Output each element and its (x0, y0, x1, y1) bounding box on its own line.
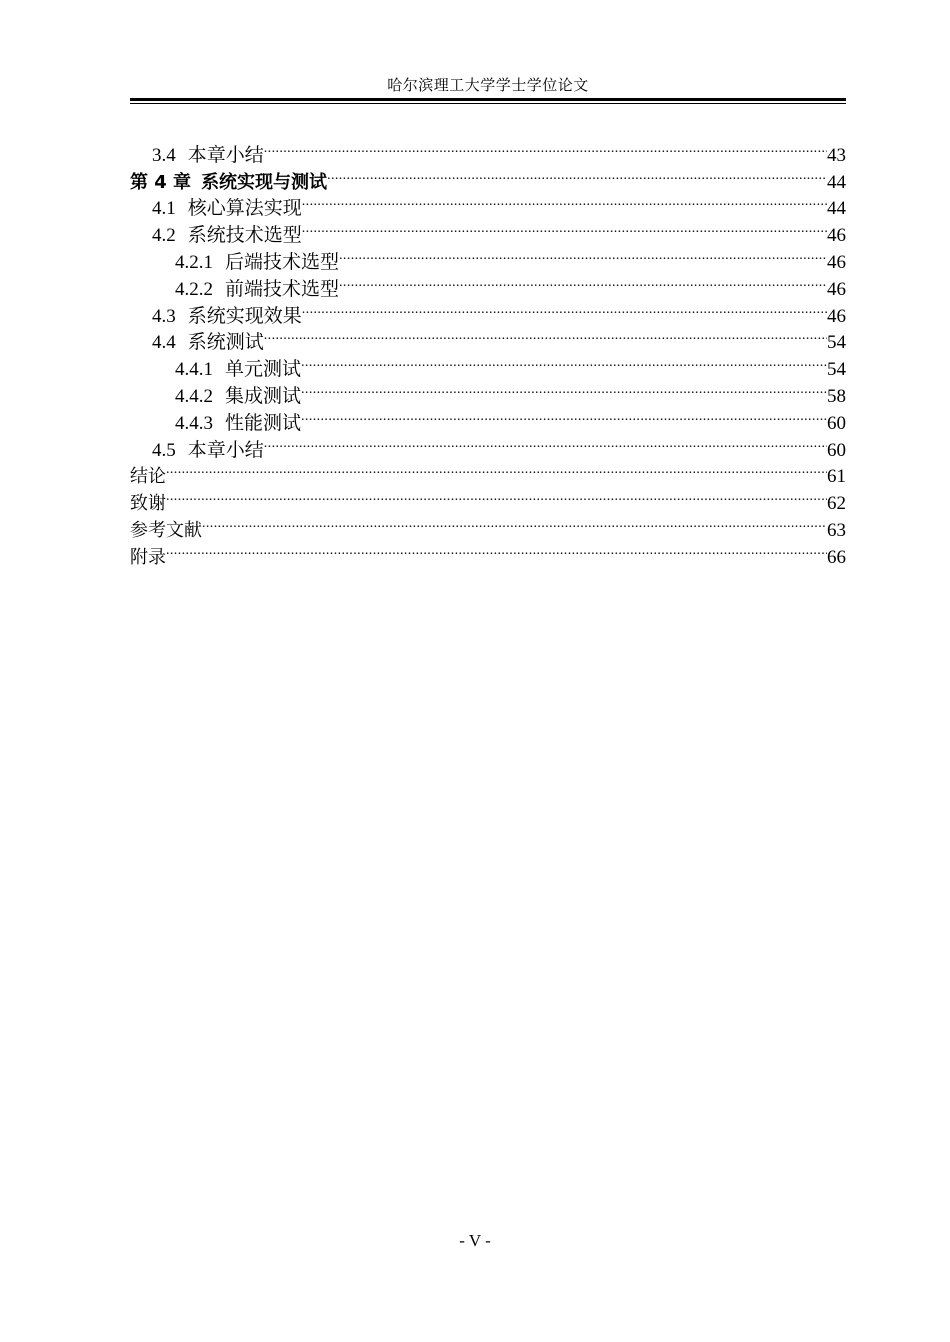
toc-entry-number: 4.2 (152, 225, 176, 247)
toc-entry-number: 4.2.2 (175, 278, 213, 300)
toc-entry-page: 61 (827, 466, 846, 488)
toc-entry-title: 结论 (130, 466, 166, 488)
toc-entry-page: 44 (827, 171, 846, 193)
header-rule-thin (130, 103, 846, 104)
toc-entry-page: 46 (827, 278, 846, 300)
toc-entry-number: 4.5 (152, 439, 176, 461)
toc-entry-page: 46 (827, 251, 846, 273)
toc-entry-number: 第 4 章 (130, 171, 192, 193)
toc-entry[interactable] (130, 456, 846, 488)
toc-dot-leader (339, 268, 827, 295)
toc-entry-page: 54 (827, 359, 846, 381)
toc-dot-leader (302, 295, 827, 322)
toc-entry[interactable] (130, 536, 846, 568)
toc-entry-title: 本章小结 (187, 144, 264, 166)
toc-dot-leader (166, 456, 827, 483)
toc-entry-title: 参考文献 (130, 519, 202, 541)
toc-dot-leader (339, 241, 827, 268)
toc-entry-page: 60 (827, 439, 846, 461)
running-header: 哈尔滨理工大学学士学位论文 (387, 78, 589, 94)
toc-entry-number: 4.4.1 (175, 359, 213, 381)
toc-dot-leader (264, 134, 827, 161)
toc-entry-page: 44 (827, 198, 846, 220)
toc-entry-number: 4.1 (152, 198, 176, 220)
toc-dot-leader (166, 482, 827, 509)
toc-entry-number: 4.4 (152, 332, 176, 354)
toc-entry-title: 性能测试 (225, 412, 302, 434)
toc-dot-leader (264, 429, 827, 456)
toc-dot-leader (301, 375, 827, 402)
toc-entry-number: 4.3 (152, 305, 176, 327)
toc-entry-page: 66 (827, 546, 846, 568)
toc-entry-title: 前端技术选型 (225, 278, 340, 300)
toc-entry-title: 后端技术选型 (225, 251, 340, 273)
toc-dot-leader (166, 536, 827, 563)
toc-entry-page: 58 (827, 385, 846, 407)
header-rule-thick (130, 98, 846, 101)
toc-entry-number: 4.4.3 (175, 412, 213, 434)
toc-entry-page: 60 (827, 412, 846, 434)
toc-entry-page: 43 (827, 144, 846, 166)
toc-entry-title: 本章小结 (187, 439, 264, 461)
toc-entry-page: 46 (827, 225, 846, 247)
toc-dot-leader (202, 509, 827, 536)
table-of-contents (130, 134, 846, 568)
toc-dot-leader (302, 214, 827, 241)
toc-entry-title: 附录 (130, 546, 166, 568)
toc-entry[interactable] (130, 509, 846, 541)
toc-entry-number: 4.2.1 (175, 251, 213, 273)
toc-entry-title: 系统实现与测试 (201, 171, 328, 193)
toc-dot-leader (302, 188, 827, 215)
toc-entry-page: 62 (827, 493, 846, 515)
toc-entry-page: 54 (827, 332, 846, 354)
toc-entry[interactable] (130, 134, 846, 166)
toc-entry-title: 单元测试 (225, 359, 302, 381)
toc-entry-title: 系统实现效果 (187, 305, 302, 327)
toc-dot-leader (301, 348, 827, 375)
page-number: - V - (459, 1231, 491, 1250)
toc-entry-number: 3.4 (152, 144, 176, 166)
toc-dot-leader (264, 322, 827, 349)
toc-entry-title: 核心算法实现 (187, 198, 302, 220)
toc-entry-title: 系统测试 (187, 332, 264, 354)
toc-entry-page: 63 (827, 519, 846, 541)
toc-dot-leader (327, 161, 827, 188)
toc-entry-title: 系统技术选型 (187, 225, 302, 247)
toc-dot-leader (301, 402, 827, 429)
toc-entry[interactable] (130, 482, 846, 515)
toc-entry-title: 致谢 (130, 493, 166, 515)
toc-entry-number: 4.4.2 (175, 385, 213, 407)
toc-entry-page: 46 (827, 305, 846, 327)
toc-entry-title: 集成测试 (225, 385, 302, 407)
